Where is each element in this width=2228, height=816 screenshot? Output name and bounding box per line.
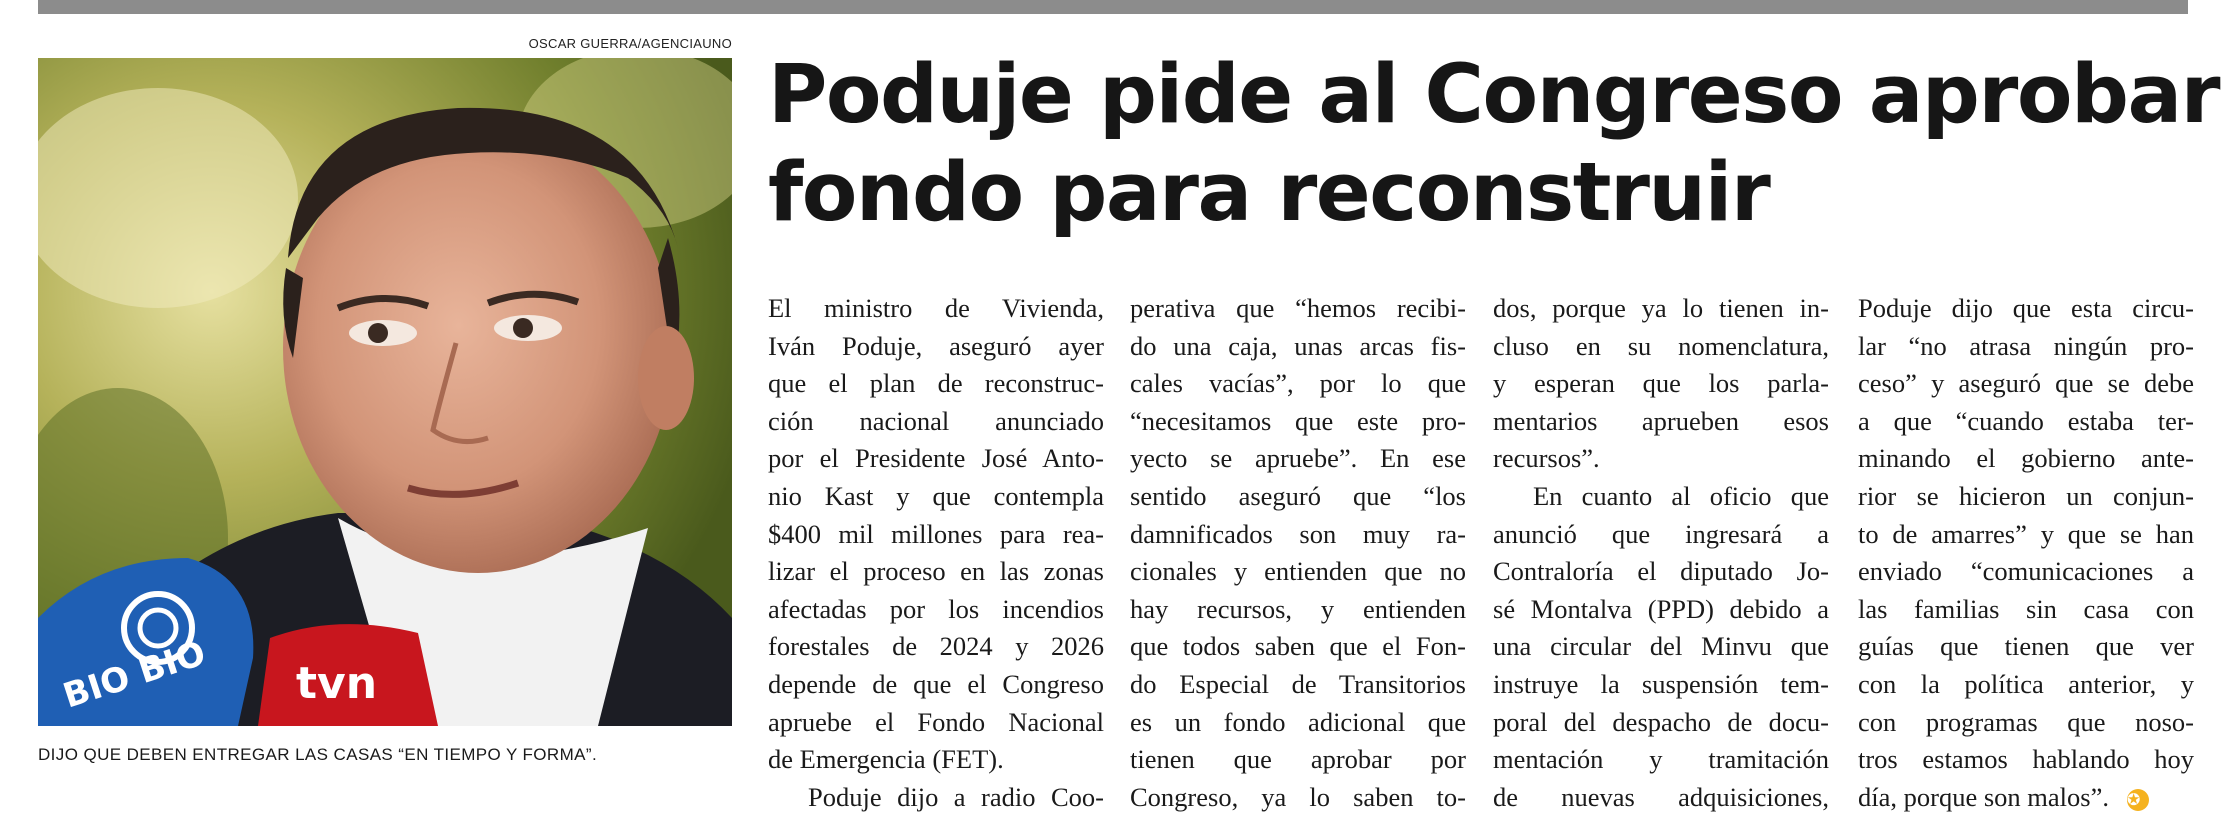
body-column-2 (1130, 290, 1466, 816)
end-of-article-icon: ✪ (2127, 789, 2149, 811)
body-line: anunció que ingresará a (1493, 518, 1829, 549)
body-line: enviado “comunicaciones a (1858, 556, 2194, 587)
body-line: afectadas por los incendios (768, 593, 1104, 624)
body-line: do una caja, unas arcas fis- (1130, 330, 1466, 361)
body-line: $400 mil millones para rea- (768, 518, 1104, 549)
body-line: forestales de 2024 y 2026 (768, 631, 1104, 662)
body-line: hay recursos, y entienden (1130, 593, 1466, 624)
body-line: Poduje dijo que esta circu- (1858, 293, 2194, 323)
body-line: Contraloría el diputado Jo- (1493, 556, 1829, 587)
body-line: a que “cuando estaba ter- (1858, 405, 2194, 436)
body-line: ceso” y aseguró que se debe (1858, 368, 2194, 399)
body-line-final (1858, 779, 2194, 816)
body-line-final-text: día, porque son malos”. (1858, 781, 2109, 812)
body-line: con programas que noso- (1858, 706, 2194, 737)
body-line: cluso en su nomenclatura, (1493, 330, 1829, 361)
body-line: por el Presidente José Anto- (768, 443, 1104, 474)
body-line: ción nacional anunciado (768, 405, 1104, 436)
body-column-1 (768, 290, 1104, 816)
body-line: y esperan que los parla- (1493, 368, 1829, 399)
body-line: de Emergencia (FET). (768, 744, 1004, 775)
body-line: sentido aseguró que “los (1130, 480, 1466, 511)
body-line: mentación y tramitación (1493, 744, 1829, 775)
photo-caption: DIJO QUE DEBEN ENTREGAR LAS CASAS “EN TIEMPO Y FORMA”. (38, 745, 598, 764)
body-line: Congreso, ya lo saben to- (1130, 781, 1466, 812)
body-line: recursos”. (1493, 443, 1600, 474)
body-line: yecto se apruebe”. En ese (1130, 443, 1466, 474)
body-line: “necesitamos que este pro- (1130, 405, 1466, 436)
body-line: do Especial de Transitorios (1130, 668, 1466, 699)
body-line: cales vacías”, por lo que (1130, 368, 1466, 399)
body-line: Poduje dijo a radio Coo- (808, 781, 1104, 812)
body-line: es un fondo adicional que (1130, 706, 1466, 737)
body-line: las familias sin casa con (1858, 593, 2194, 624)
article-photo (38, 58, 732, 726)
body-line: tienen que aprobar por (1130, 744, 1466, 775)
top-rule (38, 0, 2188, 14)
body-column-4 (1858, 290, 2194, 816)
body-line: lar “no atrasa ningún pro- (1858, 330, 2194, 361)
headline (768, 46, 2220, 242)
body-line: mentarios aprueben esos (1493, 405, 1829, 436)
body-line: que todos saben que el Fon- (1130, 631, 1466, 662)
body-line: instruye la suspensión tem- (1493, 668, 1829, 699)
body-line: El ministro de Vivienda, (768, 293, 1104, 323)
body-line: con la política anterior, y (1858, 668, 2194, 699)
body-line: lizar el proceso en las zonas (768, 556, 1104, 587)
body-line: tros estamos hablando hoy (1858, 744, 2194, 775)
body-column-3 (1493, 290, 1829, 816)
body-line: de nuevas adquisiciones, (1493, 781, 1829, 812)
body-line: cionales y entienden que no (1130, 556, 1466, 587)
body-line: que el plan de reconstruc- (768, 368, 1104, 399)
photo-credit: OSCAR GUERRA/AGENCIAUNO (528, 36, 732, 51)
body-line: depende de que el Congreso (768, 668, 1104, 699)
body-line: nio Kast y que contempla (768, 480, 1104, 511)
body-line: En cuanto al oficio que (1533, 480, 1829, 511)
body-line: sé Montalva (PPD) debido a (1493, 593, 1829, 624)
mic-logo-tvn: tvn (296, 658, 378, 709)
headline-line-2: fondo para reconstruir (768, 146, 1770, 240)
headline-line-1: Poduje pide al Congreso aprobar (768, 48, 2220, 142)
body-line: to de amarres” y que se han (1858, 518, 2194, 549)
body-line: dos, porque ya lo tienen in- (1493, 293, 1829, 323)
body-line: minando el gobierno ante- (1858, 443, 2194, 474)
body-line: poral del despacho de docu- (1493, 706, 1829, 737)
body-line: perativa que “hemos recibi- (1130, 293, 1466, 323)
microphone-tvn (258, 624, 438, 726)
body-line: damnificados son muy ra- (1130, 518, 1466, 549)
body-line: guías que tienen que ver (1858, 631, 2194, 662)
body-line: Iván Poduje, aseguró ayer (768, 330, 1104, 361)
body-line: apruebe el Fondo Nacional (768, 706, 1104, 737)
body-line: rior se hicieron un conjun- (1858, 480, 2194, 511)
body-line: una circular del Minvu que (1493, 631, 1829, 662)
mic-logo-biobio: BIO BIO (58, 633, 211, 717)
